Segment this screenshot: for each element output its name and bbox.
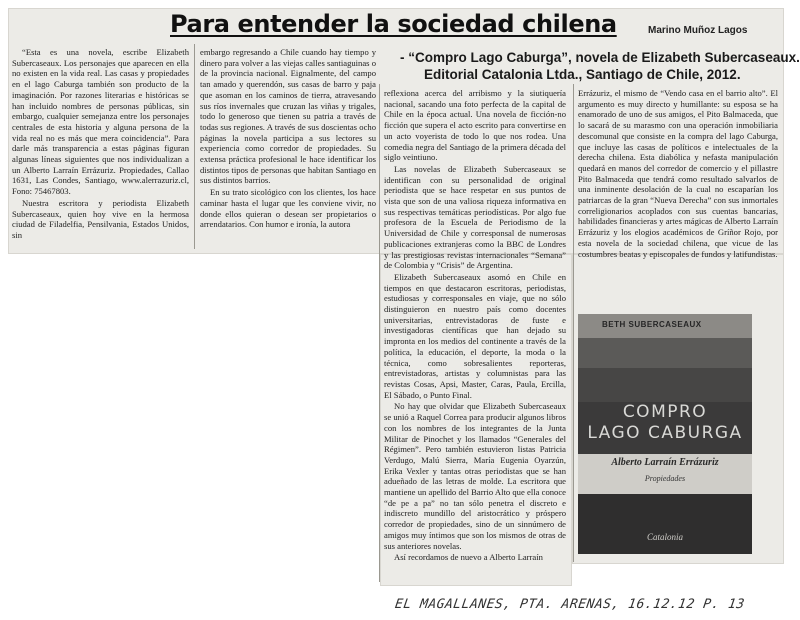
text-column-4 <box>578 88 778 308</box>
article-author: Marino Muñoz Lagos <box>648 25 748 36</box>
handwritten-source-note: EL MAGALLANES, PTA. ARENAS, 16.12.12 P. 13 <box>393 597 746 612</box>
text-column-1 <box>12 47 189 254</box>
book-cover-image <box>578 314 752 554</box>
text-column-2 <box>200 47 376 254</box>
paragraph: Las novelas de Elizabeth Subercaseaux se identifican con su personalidad de original periodista que se hace respetar en sus puntos de vista que son de una valiosa riqueza informativa en sus respectivas temáticas periodísticas. Por algo fue profesora de la Escuela de Periodismo de la Universidad de Chile y corresponsal de numerosas publicaciones extranjeras como la BBC de Londres y las prestigiosas revistas internacionales “Semana” de Colombia y “Crisis” de Argentina. <box>384 163 566 271</box>
cover-landscape-band <box>578 494 752 554</box>
paragraph: Así recordamos de nuevo a Alberto Larraín <box>394 552 543 563</box>
cover-publisher: Catalonia <box>646 532 683 542</box>
paragraph: “Esta es una novela, escribe Elizabeth Subercaseaux. Los personajes que aparecen en ella no existen en la vida real. Las casas y propiedades en el lago Caburga también son producto de la imaginación. Por razones literarias e históricas se han incluido nombres de personas públicas, sin embargo, cualquier semejanza entre los personajes centrales de esta historia y alguna persona de la vida real no es más que mera coincidencia”. Para darle más transparencia a estas páginas figuran algunas líneas siguientes que nos individualizan a un Alberto Larraín Errázuriz. Propiedades, Callao 1631, Las Condes, Santiago, www.alerrazuriz.cl, Fono: 75467803. <box>12 47 189 197</box>
cover-author-top: BETH SUBERCASEAUX <box>602 320 702 329</box>
cover-book-author: Alberto Larraín Errázuriz <box>611 457 719 468</box>
paragraph: En su trato sicológico con los clientes, los hace caminar hasta el lugar que les conviene vivir, no donde ellos quieran o desean ser propietarios o arrendatarios. Con humor e ironía, la autora <box>200 187 376 230</box>
subtitle-line-1: - “Compro Lago Caburga”, novela de Elizabeth Subercaseaux. <box>400 50 800 65</box>
column-rule <box>194 44 195 249</box>
paragraph: Errázuriz, el mismo de “Vendo casa en el barrio alto”. El argumento es muy directo y humillante: su esposa se ha enamorado de uno de sus amigos, el Pito Balmaceda, que lo sacará de su marasmo con una operación inmobiliaria descomunal que consiste en la compra del lago Caburga, que incluye las casas de políticos e intelectuales de la derecha chilena. Esta diabólica y nefasta manipulación quedará en manos del corredor de comercio y el pillastre Pito Balmaceda que tendrá como resultado salvarlos de una inminente desolación de la cual no escaparían los patriarcas de la gran “Nueva Derecha” con sus inmortales correligionarios acoplados con sus cuentas bancarias, habilidades financieras y artes mágicas de Alberto Larraín Errázuriz y los elogios académicos de Gríñor Rojo, por esta novela de la sociedad chilena, que vicue de las costumbres beatas y episcopales de fundos y latifundistas. <box>578 88 778 259</box>
cover-landscape-band <box>578 338 752 368</box>
cover-title-line-2: LAGO CABURGA <box>587 423 743 443</box>
cover-book-subtitle: Propiedades <box>644 474 686 483</box>
article-headline: Para entender la sociedad chilena <box>170 10 617 38</box>
column-rule <box>379 84 380 582</box>
paragraph: reflexiona acerca del arribismo y la siutiquería nacional, sacando una foto perfecta de la capital de Chile en la época actual. Una novela de ficción-no ficción que supera el acto escrito para convertirse en un acto voyerista de todo lo que nos rodea. Una comedia negra del Santiago de la primera década del siglo veintiuno. <box>384 88 566 163</box>
cover-title-line-1: COMPRO <box>622 402 708 422</box>
paragraph: No hay que olvidar que Elizabeth Subercaseaux se unió a Raquel Correa para producir algunos libros con los nombres de los integrantes de la Junta Militar de Pinochet y los llamados “Generales del Régimen”. Pero también estuvieron listas Patricia Verdugo, Malú Sierra, María Eugenia Oyarzún, Erika Vexler y tantas otras periodistas que se han adueñado de las letras de molde. La escritora que mantiene un apellido del Barrio Alto que ella conoce “de pe a pa” no tan sólo penetra el discreto e indiscreto mundillo del aristocrático y próspero corredor de propiedades, sino de un sinnúmero de amigos muy íntimos que son los mismos de otras de sus anteriores novelas. <box>384 401 566 551</box>
subtitle-line-2: Editorial Catalonia Ltda., Santiago de Chile, 2012. <box>424 67 741 82</box>
cover-title <box>578 402 752 444</box>
paragraph: Elizabeth Subercaseaux asomó en Chile en tiempos en que destacaron escritoras, periodistas, estudiosas y corresponsales en viaje, que no sólo distinguieron en nuestro país como docentes universitarias, entrevistadoras de fuste e investigadoras científicas que han dejado su impronta en los medios del continente a través de la política, la educación, el deporte, la moda o la técnica, como sobresalientes reporteras, entrevistadoras, artistas y columnistas para las revistas Cosas, Apsi, Master, Caras, Paula, Ercilla, El Sábado, o Punto Final. <box>384 271 566 400</box>
column-rule <box>573 84 574 562</box>
cover-landscape-band <box>578 368 752 402</box>
article-subtitle <box>400 49 800 83</box>
paragraph: Nuestra escritora y periodista Elizabeth Subercaseaux, quien hoy vive en la hermosa ciudad de Filadelfia, Pensilvania, Estados Unidos, sin <box>12 197 189 240</box>
text-column-3 <box>384 88 566 584</box>
paragraph: embargo regresando a Chile cuando hay tiempo y dinero para volver a las viejas calles santiaguinas o de la provincia nacional. Eignalmente, del campo tan amado y querendón, sus casas de barro y paja que asoman en los caminos de tierra, atravesando sus ríos invernales que cruzan las viñas y trigales, todo lo generoso que tienen su patria a través de todas sus regiones. A través de sus doscientas ocho páginas la novela participa a sus lectores su experiencia como corredor de propiedades. Su extensa práctica profesional le hace identificar los distintos tipos de personas que habitan Santiago en sus distintos barrios. <box>200 47 376 186</box>
